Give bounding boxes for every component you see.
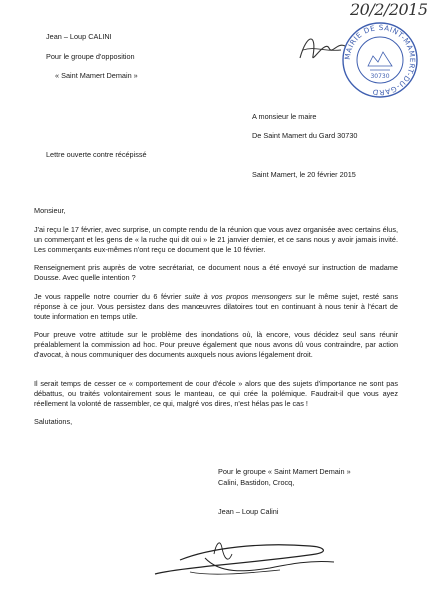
subject-line: Lettre ouverte contre récépissé [46, 150, 147, 159]
group-name: « Saint Mamert Demain » [55, 71, 138, 80]
footer-group-line: Pour le groupe « Saint Mamert Demain » [218, 467, 351, 476]
stamp-inner-text: 30730 [370, 73, 390, 80]
salutation: Monsieur, [34, 206, 66, 215]
paragraph-2: Renseignement pris auprès de votre secrétariat, ce document nous a été envoyé sur instruction de madame Dousse. Avec quelle intention ? [34, 263, 398, 282]
paragraph-3: Je vous rappelle notre courrier du 6 février suite à vos propos mensongers sur le même sujet, resté sans réponse à ce jour. Vous persistez dans des manœuvres dilatoires tout en continuant à nous tenir à l'écart de toute information en temps utile. [34, 292, 398, 321]
paragraph-5: Il serait temps de cesser ce « comportement de cour d'école » alors que des sujets d'importance ne sont pas débattus, ou traités volontairement sous le manteau, ce qui crée la polémique. Faudrait-il que vous ayez réellement la volonté de rassembler, ce qui, malgré vos dires, n'est hélas pas le cas ! [34, 379, 398, 408]
date-line: Saint Mamert, le 20 février 2015 [252, 170, 356, 179]
group-line: Pour le groupe d'opposition [46, 52, 135, 61]
stamp-outer-text: MAIRIE DE SAINT-MAMERT-DU-GARD [342, 22, 418, 98]
italic-phrase: suite à vos propos mensongers [184, 292, 292, 301]
paragraph-1: J'ai reçu le 17 février, avec surprise, un compte rendu de la réunion que vous avez organisée avec certains élus, un commerçant et les gens de « la ruche qui dit oui » le 21 janvier dernier, et ce sans nous y avoir jamais invité. Les commerçants eux-mêmes n'ont reçu ce document que le 10 février. [34, 225, 398, 254]
paragraph-4: Pour preuve votre attitude sur le problème des inondations où, là encore, vous décidez seul sans réunir préalablement la commission ad hoc. Pour preuve également que nous avons dû vous contraindre, par action d'avocat, à nous communiquer des documents auxquels nous avions légalement droit. [34, 330, 398, 359]
town-hall-stamp [340, 20, 420, 100]
recipient-line-1: A monsieur le maire [252, 112, 317, 121]
handwritten-date: 20/2/2015 [350, 0, 428, 19]
closing: Salutations, [34, 417, 73, 426]
handwritten-signature [150, 524, 340, 594]
footer-names: Calini, Bastidon, Crocq, [218, 478, 295, 487]
recipient-line-2: De Saint Mamert du Gard 30730 [252, 131, 358, 140]
footer-signatory: Jean – Loup Calini [218, 507, 279, 516]
author-name: Jean – Loup CALINI [46, 32, 112, 41]
